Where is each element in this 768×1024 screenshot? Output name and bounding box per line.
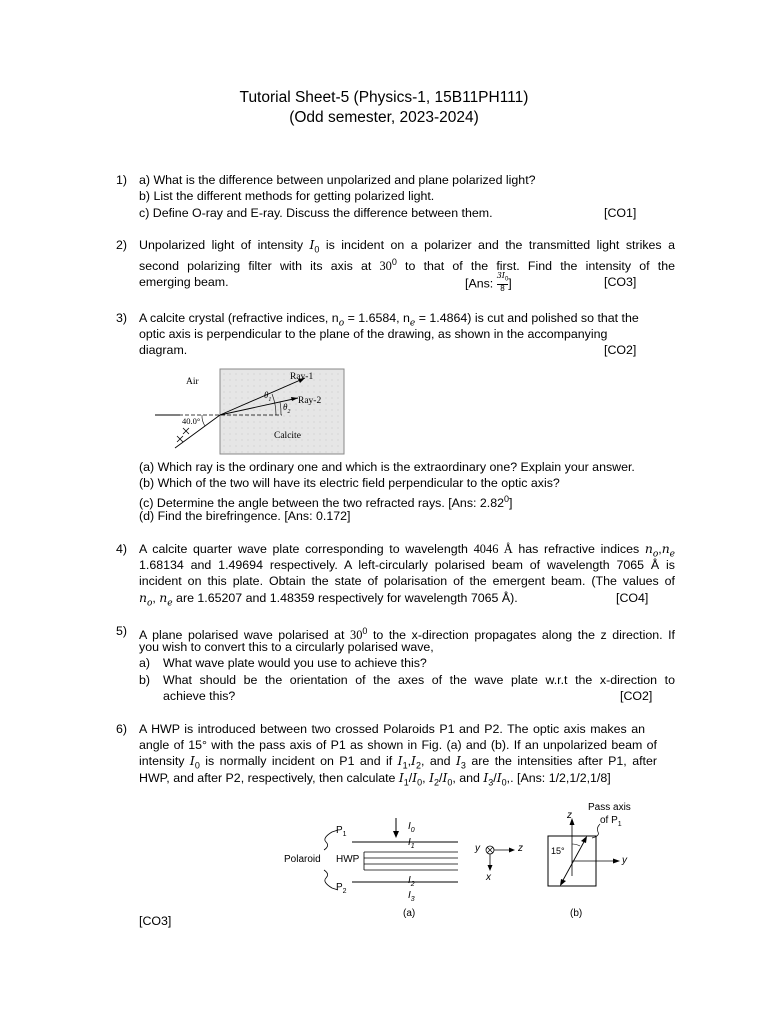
q3-line-3: diagram. xyxy=(139,343,188,357)
theta2-label: $\theta_2$ xyxy=(283,402,291,415)
q6-line-2: angle of 15° with the pass axis of P1 as shown in Fig. (a) and (b). If an unpolarized beam of xyxy=(139,738,657,752)
q2-line-3: emerging beam. xyxy=(139,275,229,289)
figure-b xyxy=(540,800,650,924)
hwp-plate xyxy=(364,852,458,870)
q1-part-c: c) Define O-ray and E-ray. Discuss the difference between them. xyxy=(139,206,493,220)
q6-line-4: HWP, and after P2, respectively, then calculate $I_1/I_0$, $I_2/I_0$, and $I_3/I_0$,. [Ans: 1/2,1/2,1/8] xyxy=(139,770,611,788)
polaroid-label: Polaroid xyxy=(284,854,321,865)
q1-course-outcome: [CO1] xyxy=(604,206,637,220)
q3-part-c: (c) Determine the angle between the two refracted rays. [Ans: 2.82$^0$] xyxy=(139,494,513,511)
q1-number: 1) xyxy=(116,173,128,187)
q5-part-a: What wave plate would you use to achieve this? xyxy=(163,656,427,670)
q5-part-a-label: a) xyxy=(139,656,151,670)
q2-number: 2) xyxy=(116,238,128,252)
p1-label: $P_1$ xyxy=(336,825,347,838)
incidence-angle-label: 40.0° xyxy=(182,416,201,426)
y-axis-label: y xyxy=(475,843,480,854)
q3-line-2: optic axis is perpendicular to the plane of the drawing, as shown in the accompanying xyxy=(139,327,608,341)
air-label: Air xyxy=(186,377,199,387)
q5-course-outcome: [CO2] xyxy=(620,689,653,703)
ray-2-label: Ray-2 xyxy=(298,396,322,406)
polarization-marks xyxy=(177,428,189,442)
i3-label: $I_3$ xyxy=(408,890,415,903)
q4-line-2: 1.68134 and 1.49694 respectively. A left-circularly polarised beam of wavelength 7065 Å is xyxy=(139,558,675,572)
of-p1-label: of $P_1$ xyxy=(600,815,622,828)
q3-line-1: A calcite crystal (refractive indices, $n_o = 1.6584$, $n_e = 1.4864$) is cut and polished so that the xyxy=(139,311,639,329)
q2-line-1: Unpolarized light of intensity $I_0$ is incident on a polarizer and the transmitted light strikes a xyxy=(139,237,675,255)
q1-part-a: a) What is the difference between unpolarized and plane polarized light? xyxy=(139,173,536,187)
q6-line-1: A HWP is introduced between two crossed Polaroids P1 and P2. The optic axis makes an xyxy=(139,722,645,736)
theta1-label: $\theta_1$ xyxy=(264,390,272,403)
angle-arc xyxy=(572,844,580,846)
q1-part-b: b) List the different methods for getting polarized light. xyxy=(139,189,435,203)
calcite-crystal xyxy=(220,369,344,454)
q6-course-outcome: [CO3] xyxy=(139,914,172,928)
figure-b-svg xyxy=(540,800,650,924)
q4-line-1: A calcite quarter wave plate corresponding to wavelength 4046 Å has refractive indices $n_o,n_e$ xyxy=(139,541,675,560)
q5-line-2: you wish to convert this to a circularly polarised wave, xyxy=(139,640,434,654)
sheet-subtitle: (Odd semester, 2023-2024) xyxy=(289,109,479,126)
p2-label: $P_2$ xyxy=(336,882,347,895)
q2-answer: [Ans: $\frac{3I_0}{8}$ ] xyxy=(465,271,512,293)
calcite-diagram xyxy=(150,366,350,460)
i1-label: $I_1$ xyxy=(408,837,415,850)
q3-course-outcome: [CO2] xyxy=(604,343,637,357)
calcite-diagram-svg xyxy=(150,366,350,460)
figure-a-caption: (a) xyxy=(403,908,416,919)
z-axis-label: z xyxy=(518,843,523,854)
pass-axis-label: Pass axis xyxy=(588,802,631,813)
figure-b-caption: (b) xyxy=(570,908,583,919)
incident-beam-arrowhead xyxy=(393,831,399,838)
q5-part-b-line-1: What should be the orientation of the axes of the wave plate w.r.t the x-direction to xyxy=(163,673,675,687)
q3-part-d: (d) Find the birefringence. [Ans: 0.172] xyxy=(139,509,351,523)
q4-number: 4) xyxy=(116,542,128,556)
q3-part-a: (a) Which ray is the ordinary one and which is the extraordinary one? Explain your answer. xyxy=(139,460,635,474)
sheet-title: Tutorial Sheet-5 (Physics-1, 15B11PH111) xyxy=(239,89,529,106)
q5-line-1: A plane polarised wave polarised at $30^0$ to the x-direction propagates along the z direction. If xyxy=(139,626,675,643)
angle-label: 15° xyxy=(551,846,565,856)
q5-part-b-line-2: achieve this? xyxy=(163,689,236,703)
q4-course-outcome: [CO4] xyxy=(616,591,649,605)
q3-part-b: (b) Which of the two will have its electric field perpendicular to the optic axis? xyxy=(139,476,560,490)
x-axis-label: x xyxy=(486,872,491,883)
i2-label: $I_2$ xyxy=(408,875,415,888)
ray-1-label: Ray-1 xyxy=(290,372,314,382)
q4-line-4: $n_o$, $n_e$ are 1.65207 and 1.48359 respectively for wavelength 7065 Å). xyxy=(139,590,518,609)
i0-label: $I_0$ xyxy=(408,821,415,834)
y-label: y xyxy=(622,855,627,866)
calcite-label: Calcite xyxy=(274,431,301,441)
incidence-arc xyxy=(202,415,205,426)
q6-line-3: intensity $I_0$ is normally incident on P1 and if $I_1,I_2$, and $I_3$ are the intensities after P1, after xyxy=(139,753,657,771)
q3-number: 3) xyxy=(116,311,128,325)
z-label: z xyxy=(567,810,572,821)
q6-number: 6) xyxy=(116,722,128,736)
q5-number: 5) xyxy=(116,624,128,638)
q4-line-3: incident on this plate. Obtain the state of polarisation of the emergent beam. (The values of xyxy=(139,574,675,588)
q5-part-b-label: b) xyxy=(139,673,151,687)
hwp-label: HWP xyxy=(336,854,360,865)
figure-a xyxy=(282,812,532,924)
q2-line-2: second polarizing filter with its axis at $30^0$ to that of the first. Find the intensity of the xyxy=(139,257,675,274)
q2-course-outcome: [CO3] xyxy=(604,275,637,289)
